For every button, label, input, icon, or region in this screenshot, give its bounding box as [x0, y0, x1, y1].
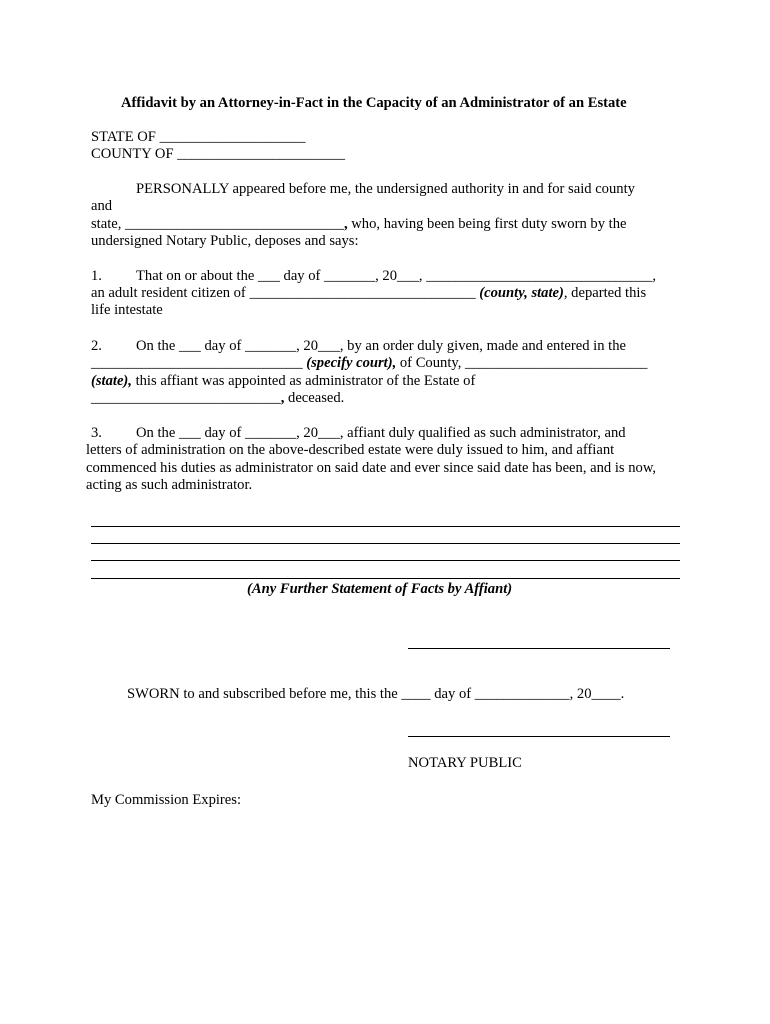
para2-deceased-blank: __________________________ [91, 390, 281, 406]
statement-rule-2 [91, 543, 680, 544]
para2-court-blank: _____________________________ [91, 355, 307, 371]
sworn-statement: SWORN to and subscribed before me, this the ____ day of _____________, 20____. [127, 686, 625, 702]
statement-rule-3 [91, 560, 680, 561]
para1-resident-text: an adult resident citizen of _______________________________ [91, 285, 480, 301]
para2-line-2 [91, 355, 647, 372]
para2-line-3 [91, 373, 475, 390]
para3-number: 3. [91, 425, 102, 441]
statement-rule-4 [91, 578, 680, 579]
notary-signature-line [408, 736, 670, 737]
para1-line-1: That on or about the ___ day of _______, 20___, _______________________________, [136, 268, 657, 284]
document-title: Affidavit by an Attorney-in-Fact in the Capacity of an Administrator of an Estate [121, 95, 627, 111]
para2-state-label: (state), [91, 373, 132, 389]
para2-line-4 [91, 390, 344, 407]
affiant-signature-line [408, 648, 670, 649]
statement-rule-1 [91, 526, 680, 527]
para1-departed-text: , departed this [563, 285, 647, 301]
para1-line-2 [91, 285, 646, 302]
commission-expires-label: My Commission Expires: [91, 792, 241, 808]
para1-county-state-label: (county, state) [479, 285, 564, 301]
intro-line-3 [91, 216, 626, 233]
para3-line-1: On the ___ day of _______, 20___, affiant duly qualified as such administrator, and [136, 425, 626, 441]
intro-line-4: undersigned Notary Public, deposes and says: [91, 233, 359, 249]
para2-comma: , [280, 390, 285, 406]
further-statement-caption: (Any Further Statement of Facts by Affiant) [247, 581, 513, 597]
para1-number: 1. [91, 268, 102, 284]
state-of-line: STATE OF ____________________ [91, 129, 306, 145]
para3-line-4: acting as such administrator. [86, 477, 253, 493]
para2-number: 2. [91, 338, 102, 354]
intro-sworn-text: who, having been being first duty sworn by the [347, 216, 627, 232]
intro-line-2: and [91, 198, 113, 214]
para2-line-1: On the ___ day of _______, 20___, by an order duly given, made and entered in the [136, 338, 626, 354]
para3-line-2: letters of administration on the above-described estate were duly issued to him, and affiant [86, 442, 615, 458]
para2-county-text: of County, _________________________ [396, 355, 648, 371]
para3-line-3: commenced his duties as administrator on said date and ever since said date has been, and is now, [86, 460, 657, 476]
para2-specify-court-label: (specify court), [306, 355, 397, 371]
para2-appointed-text: this affiant was appointed as administrator of the Estate of [131, 373, 476, 389]
para1-line-3: life intestate [91, 302, 163, 318]
county-of-line: COUNTY OF _______________________ [91, 146, 346, 162]
notary-public-label: NOTARY PUBLIC [408, 755, 522, 771]
intro-line-1: PERSONALLY appeared before me, the undersigned authority in and for said county [136, 181, 635, 197]
para2-deceased-text: deceased. [284, 390, 345, 406]
intro-comma: , [343, 216, 348, 232]
intro-state-blank: state, ______________________________ [91, 216, 344, 232]
